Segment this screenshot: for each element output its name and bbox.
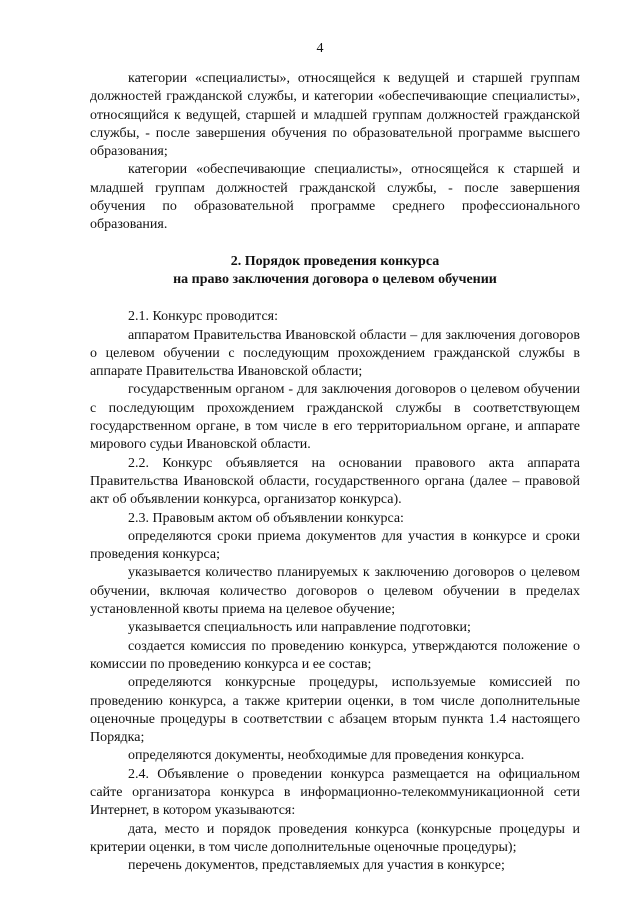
paragraph: государственным органом - для заключения договоров о целевом обучении с последующим прохождением гражданской службы в соответствующем государственном органе, в том числе в его территориальном органе, и аппарате мирового судьи Ивановской области. bbox=[90, 382, 580, 453]
paragraph: дата, место и порядок проведения конкурса (конкурсные процедуры и критерии оценки, в том числе дополнительные оценочные процедуры); bbox=[90, 821, 580, 855]
section-title-line: 2. Порядок проведения конкурса bbox=[230, 253, 440, 269]
paragraph: 2.1. Конкурс проводится: bbox=[128, 309, 279, 325]
paragraph: определяются сроки приема документов для участия в конкурсе и сроки проведения конкурса; bbox=[90, 528, 580, 563]
paragraph: перечень документов, представляемых для участия в конкурсе; bbox=[128, 858, 505, 874]
paragraph: указывается количество планируемых к заключению договоров о целевом обучении, включая количество договоров о целевом обучении в пределах установленной квоты приема на целевое обучение; bbox=[90, 565, 580, 618]
paragraph: определяются конкурсные процедуры, используемые комиссией по проведению конкурса, а также критерии оценки, в том числе дополнительные оценочные процедуры в соответствии с абзацем вторым пункта 1.4 настоящего Порядка; bbox=[90, 675, 580, 746]
paragraph: 2.4. Объявление о проведении конкурса размещается на официальном сайте организатора конкурса в информационно-телекоммуникационной сети Интернет, в котором указываются: bbox=[90, 766, 580, 819]
page-number: 4 bbox=[316, 41, 324, 56]
paragraph: категории «обеспечивающие специалисты», относящейся к старшей и младшей группам должностей гражданской службы, - после завершения обучения по образовательной программе среднего профессионального образования. bbox=[90, 162, 580, 233]
paragraph: определяются документы, необходимые для проведения конкурса. bbox=[128, 748, 525, 764]
paragraph: указывается специальность или направление подготовки; bbox=[128, 620, 471, 636]
paragraph: аппаратом Правительства Ивановской области – для заключения договоров о целевом обучении с последующим прохождением гражданской службы в аппарате Правительства Ивановской области; bbox=[90, 327, 580, 380]
document-body bbox=[90, 70, 580, 875]
section-title-line: на право заключения договора о целевом обучении bbox=[173, 271, 497, 287]
paragraph: 2.2. Конкурс объявляется на основании правового акта аппарата Правительства Ивановской области, государственного органа (далее – правовой акт об объявлении конкурса, организатор конкурса). bbox=[90, 455, 580, 508]
paragraph: категории «специалисты», относящейся к ведущей и старшей группам должностей гражданской службы, и категории «обеспечивающие специалисты», относящийся к ведущей, старшей и младшей группам должностей гражданской службы, - после завершения обучения по образовательной программе высшего образования; bbox=[90, 71, 580, 160]
paragraph: создается комиссия по проведению конкурса, утверждаются положение о комиссии по проведению конкурса и ее состав; bbox=[90, 638, 580, 672]
paragraph: 2.3. Правовым актом об объявлении конкурса: bbox=[128, 510, 404, 526]
section-heading bbox=[90, 253, 580, 290]
